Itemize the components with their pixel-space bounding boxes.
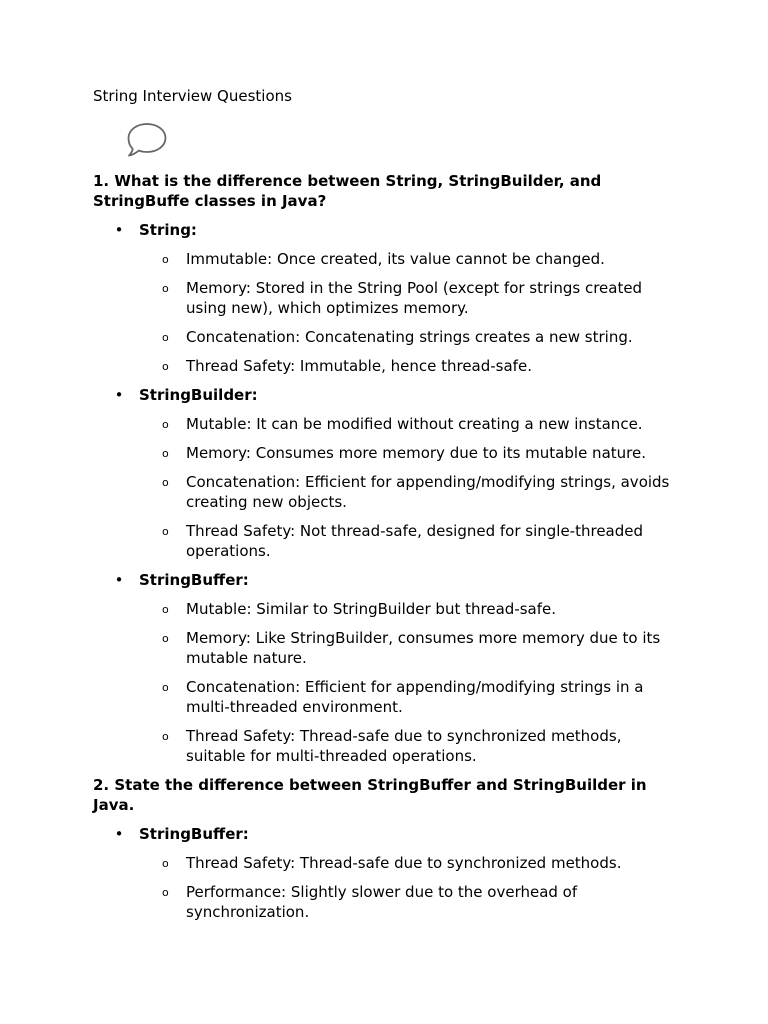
list-item-text: Thread Safety: Immutable, hence thread-safe. — [186, 357, 532, 375]
section-heading-text: StringBuilder: — [139, 386, 258, 404]
document-body — [93, 171, 683, 931]
list-item-text: Immutable: Once created, its value cannot be changed. — [186, 250, 605, 268]
list-item — [93, 853, 683, 873]
bullet-marker: • — [114, 571, 124, 589]
section-items — [93, 414, 683, 561]
sub-bullet-marker: o — [162, 632, 169, 645]
bullet-marker: • — [114, 221, 124, 239]
list-item-text: Concatenation: Efficient for appending/modifying strings, avoids creating new objects. — [186, 473, 670, 511]
sub-bullet-marker: o — [162, 681, 169, 694]
section-heading — [93, 385, 683, 405]
sub-bullet-marker: o — [162, 603, 169, 616]
list-item-text: Mutable: It can be modified without creating a new instance. — [186, 415, 643, 433]
section-stringbuffer — [93, 824, 683, 922]
list-item-text: Thread Safety: Not thread-safe, designed for single-threaded operations. — [186, 522, 644, 560]
sub-bullet-marker: o — [162, 476, 169, 489]
section-stringbuffer — [93, 570, 683, 766]
section-heading — [93, 570, 683, 590]
list-item-text: Mutable: Similar to StringBuilder but thread-safe. — [186, 600, 556, 618]
section-items — [93, 249, 683, 376]
question-heading: 2. State the difference between StringBuffer and StringBuilder in Java. — [93, 776, 647, 814]
document-title: String Interview Questions — [93, 87, 292, 105]
sub-bullet-marker: o — [162, 886, 169, 899]
sub-bullet-marker: o — [162, 730, 169, 743]
section-string — [93, 220, 683, 376]
list-item-text: Concatenation: Efficient for appending/modifying strings in a multi-threaded environment. — [186, 678, 644, 716]
list-item-text: Performance: Slightly slower due to the overhead of synchronization. — [186, 883, 578, 921]
list-item-text: Memory: Consumes more memory due to its mutable nature. — [186, 444, 646, 462]
section-heading-text: String: — [139, 221, 197, 239]
question-block — [93, 171, 683, 766]
list-item-text: Concatenation: Concatenating strings creates a new string. — [186, 328, 633, 346]
list-item — [93, 443, 683, 463]
list-item — [93, 327, 683, 347]
list-item-text: Memory: Stored in the String Pool (except for strings created using new), which optimizes memory. — [186, 279, 643, 317]
question-heading: 1. What is the difference between String, StringBuilder, and StringBuffe classes in Java? — [93, 172, 602, 210]
speech-bubble-icon — [126, 122, 168, 158]
section-heading — [93, 824, 683, 844]
list-item — [93, 628, 683, 668]
list-item — [93, 882, 683, 922]
list-item — [93, 726, 683, 766]
section-items — [93, 853, 683, 922]
section-stringbuilder — [93, 385, 683, 561]
list-item — [93, 249, 683, 269]
sub-bullet-marker: o — [162, 418, 169, 431]
list-item — [93, 356, 683, 376]
sub-bullet-marker: o — [162, 525, 169, 538]
section-heading — [93, 220, 683, 240]
list-item — [93, 414, 683, 434]
section-heading-text: StringBuffer: — [139, 825, 249, 843]
list-item-text: Memory: Like StringBuilder, consumes more memory due to its mutable nature. — [186, 629, 661, 667]
bullet-marker: • — [114, 825, 124, 843]
list-item — [93, 472, 683, 512]
sub-bullet-marker: o — [162, 447, 169, 460]
section-items — [93, 599, 683, 766]
sub-bullet-marker: o — [162, 282, 169, 295]
question-block — [93, 775, 683, 922]
list-item — [93, 521, 683, 561]
sub-bullet-marker: o — [162, 857, 169, 870]
sub-bullet-marker: o — [162, 331, 169, 344]
sub-bullet-marker: o — [162, 253, 169, 266]
section-heading-text: StringBuffer: — [139, 571, 249, 589]
list-item-text: Thread Safety: Thread-safe due to synchronized methods, suitable for multi-threaded operations. — [186, 727, 622, 765]
sub-bullet-marker: o — [162, 360, 169, 373]
list-item — [93, 278, 683, 318]
list-item-text: Thread Safety: Thread-safe due to synchronized methods. — [186, 854, 622, 872]
list-item — [93, 599, 683, 619]
list-item — [93, 677, 683, 717]
bullet-marker: • — [114, 386, 124, 404]
